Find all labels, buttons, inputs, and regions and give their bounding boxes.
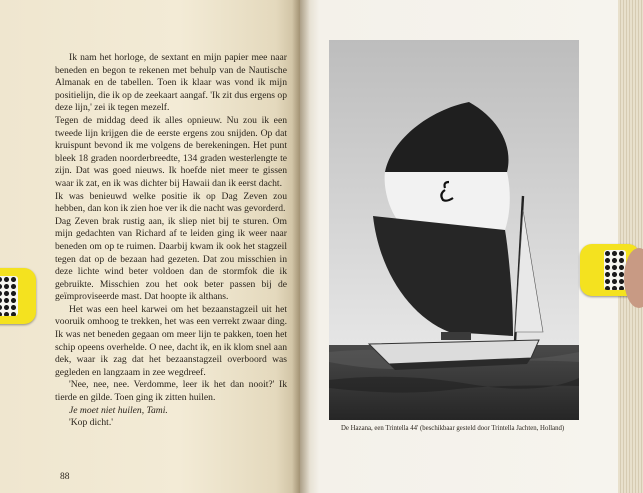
paragraph: Tegen de middag deed ik alles opnieuw. Nu zou ik een tweede lijn krijgen die de eerste ergens zou snijden. Op dat kruispunt bevond ik me volgens de berekeningen. Het punt bleek 18 graden noorderbreedte, 134 graden westerlengte te zijn. Dat was goed nieuws. Ik hoefde niet meer te gissen waar ik zat, en ik was dichter bij Hawaii dan ik eerst dacht. xyxy=(55,114,287,189)
page-number: 88 xyxy=(60,472,70,482)
book-gutter xyxy=(292,0,310,493)
sailboat-photo xyxy=(329,40,579,420)
clip-dot-pattern xyxy=(604,250,626,290)
left-page-clip xyxy=(0,268,36,324)
paragraph: 'Nee, nee, nee. Verdomme, leer ik het dan nooit?' Ik tierde en gilde. Toen ging ik zitten huilen. xyxy=(55,379,287,404)
paragraph: Het was een heel karwei om het bezaanstagzeil uit het vooruik omhoog te trekken, het was een verrekt zwaar ding. Ik was net beneden gegaan om meer lijn te pakken, toen het schip opeens overhelde. O nee, dacht ik, en ik klom snel aan dek, waar ik zag dat het bezaanstagzeil overboord was gegleden en langzaam in zee wegdreef. xyxy=(55,303,287,378)
paragraph: Ik nam het horloge, de sextant en mijn papier mee naar beneden en begon te rekenen met behulp van de Nautische Almanak en de tabellen. Toen ik klaar was vond ik mijn positielijn, die ik op de zeekaart aangaf. 'Ik zit dus ergens op deze lijn,' zei ik tegen mezelf. xyxy=(55,52,287,114)
paragraph: Je moet niet huilen, Tami. xyxy=(69,404,168,416)
photo-caption: De Hazana, een Trintella 44' (beschikbaar gesteld door Trintella Jachten, Holland) xyxy=(341,425,565,432)
paragraph: Dag Zeven brak rustig aan, ik sliep niet bij te sturen. Om mijn gedachten van Richard af te leiden ging ik weer naar beneden om op te ruimen. Daarbij kwam ik ook het stagzeil tegen dat op de bezaan had gezeten. Dat zou misschien in deze lichte wind beter voldoen dan de stormfok die ik gebruikte. Misschien zou het ook beter passen bij de geïmproviseerde mast. Dat hoopte ik althans. xyxy=(55,215,287,303)
paragraph: 'Kop dicht.' xyxy=(69,417,113,429)
body-text xyxy=(55,52,287,430)
paragraph: Ik was benieuwd welke positie ik op Dag Zeven zou hebben, dan kon ik zien hoe ver ik die nacht was gevorderd. xyxy=(55,190,287,215)
clip-dot-pattern xyxy=(0,276,18,316)
sailboat-image xyxy=(329,40,579,420)
deck-crew xyxy=(441,332,471,340)
